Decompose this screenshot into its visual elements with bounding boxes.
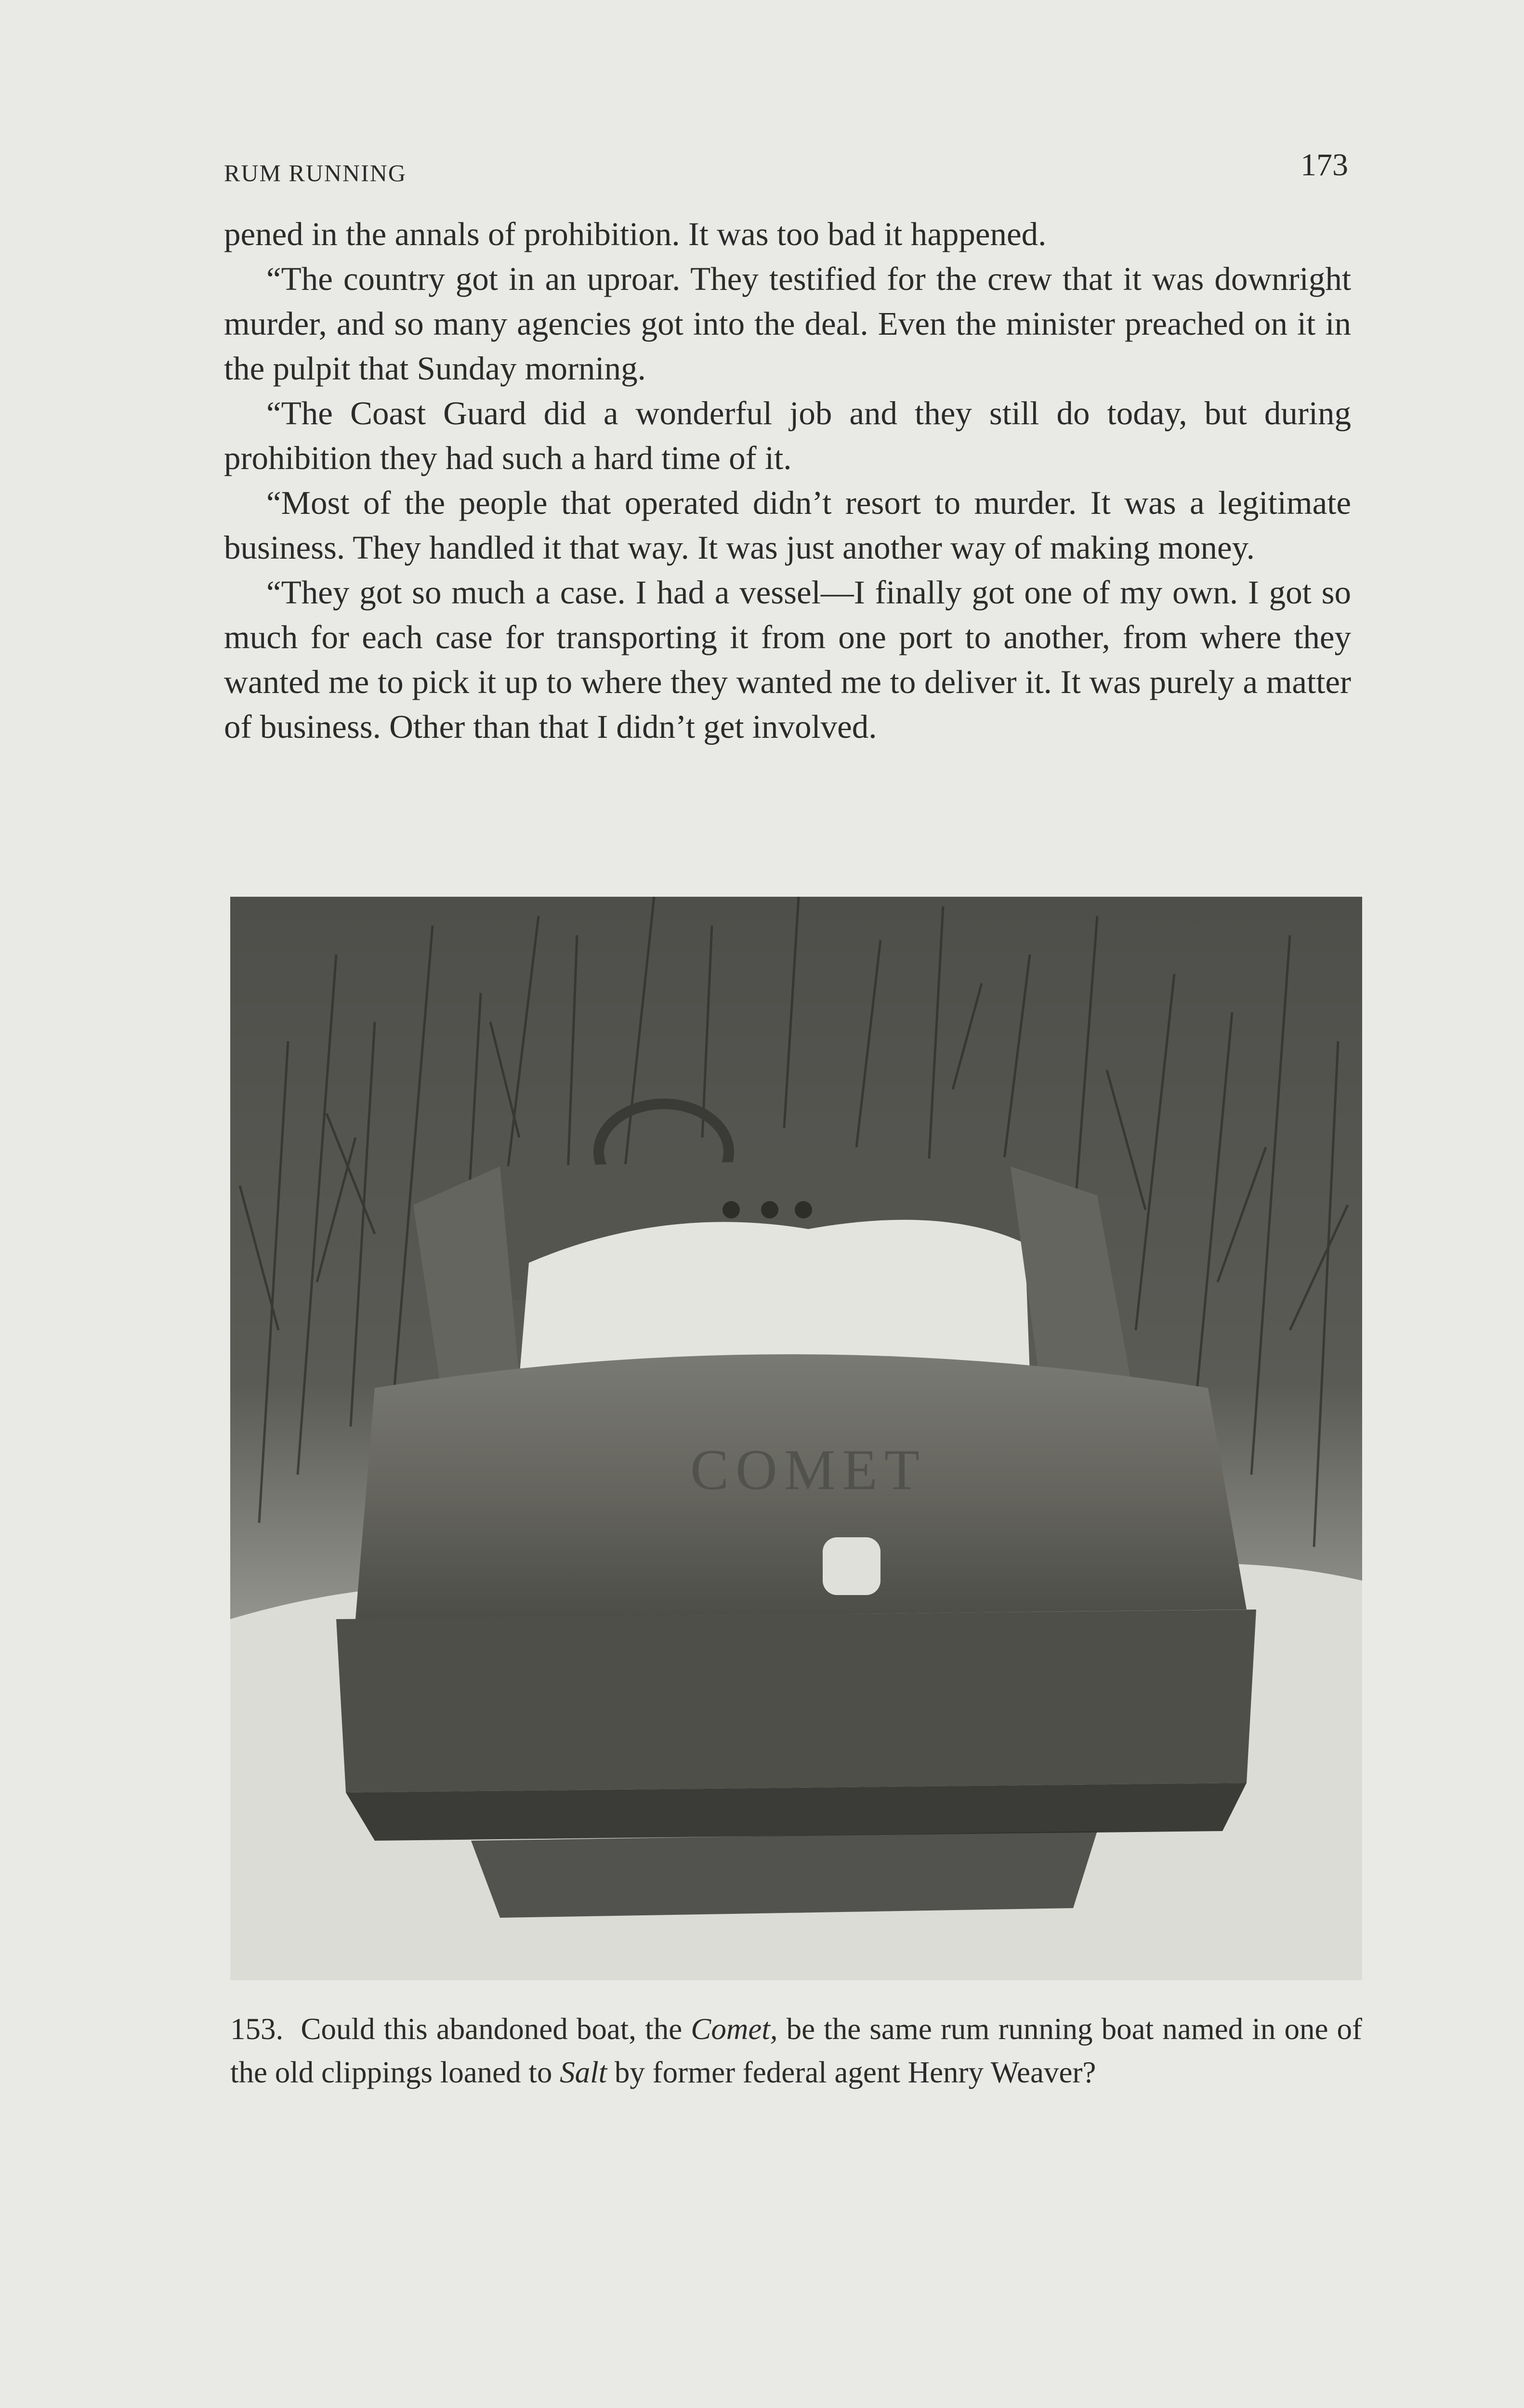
- caption-text: by former federal agent Henry Weaver?: [614, 2055, 1096, 2089]
- paragraph: “The country got in an uproar. They testified for the crew that it was downright murder, and so many agencies got into the deal. Even the minister preached on it in the pulpit that Sunday morning.: [224, 261, 1351, 387]
- paragraph: “They got so much a case. I had a vessel—I finally got one of my own. I got so much for each case for transporting it from one port to another, from where they wanted me to pick it up to where they wanted me to deliver it. It was purely a matter of business. Other than that I didn’t get involved.: [224, 574, 1351, 745]
- caption-text: be the same rum running boat named in one of the old clippings loaned to: [230, 2012, 1363, 2089]
- caption-text: Could this abandoned boat, the: [301, 2012, 683, 2046]
- caption-boat-name: Comet,: [691, 2012, 778, 2046]
- running-head: RUM RUNNING: [224, 159, 407, 186]
- caption-publication: Salt: [560, 2055, 607, 2089]
- paragraph: pened in the annals of prohibition. It was too bad it happened.: [224, 216, 1047, 252]
- figure-caption: [230, 2007, 1362, 2094]
- boat-photo-illustration: [230, 897, 1362, 1980]
- body-text: [224, 212, 1351, 749]
- stern-lettering: COMET: [690, 1438, 926, 1502]
- caption-number: 153.: [230, 2012, 284, 2046]
- page-number: 173: [1301, 147, 1348, 183]
- paragraph: “Most of the people that operated didn’t resort to murder. It was a legitimate business. They handled it that way. It was just another way of making money.: [224, 484, 1351, 566]
- paragraph: “The Coast Guard did a wonderful job and they still do today, but during prohibition they had such a hard time of it.: [224, 395, 1351, 476]
- abandoned-boat-photo: [230, 897, 1362, 1980]
